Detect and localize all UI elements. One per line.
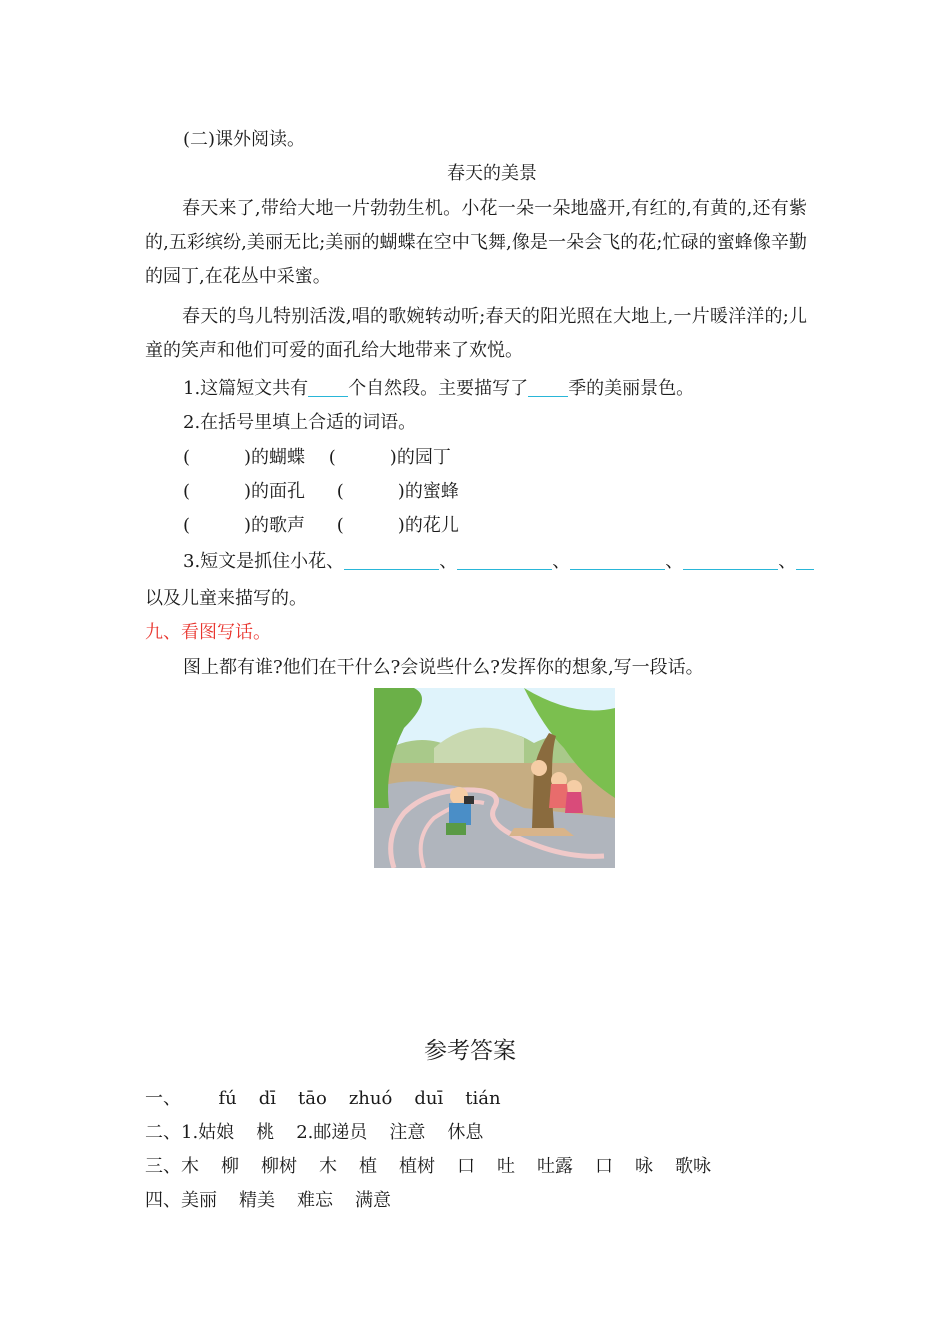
answer-item: tián bbox=[465, 1088, 501, 1109]
answer-item: dī bbox=[258, 1088, 277, 1109]
answer-blank[interactable] bbox=[683, 551, 778, 570]
answer-item: 咏 bbox=[635, 1156, 653, 1177]
photographer-body bbox=[449, 803, 471, 825]
fill-row bbox=[183, 513, 459, 539]
writing-prompt: 图上都有谁?他们在干什么?会说些什么?发挥你的想象,写一段话。 bbox=[183, 657, 704, 678]
answer-item: zhuó bbox=[348, 1088, 393, 1109]
answer-blank[interactable] bbox=[796, 551, 814, 570]
answers-title: 参考答案 bbox=[424, 1038, 516, 1064]
answer-item: 口 bbox=[595, 1156, 613, 1177]
answer-item: 植 bbox=[359, 1156, 377, 1177]
tree-base bbox=[509, 828, 574, 836]
fill-word: 的花儿 bbox=[404, 515, 459, 536]
answer-item: fú bbox=[218, 1088, 237, 1109]
separator: 、 bbox=[665, 551, 684, 572]
separator: 、 bbox=[439, 551, 458, 572]
answer-row-2 bbox=[145, 1120, 505, 1146]
separator: 、 bbox=[552, 551, 571, 572]
bracket-blank[interactable]: ( ) bbox=[336, 481, 405, 502]
bracket-blank[interactable]: ( ) bbox=[336, 515, 405, 536]
passage-title: 春天的美景 bbox=[447, 163, 537, 184]
passage-paragraph-2: 春天的鸟儿特别活泼,唱的歌婉转动听;春天的阳光照在大地上,一片暖洋洋的;儿童的笑声和他们可爱的面孔给大地带来了欢悦。 bbox=[145, 306, 807, 361]
fill-row bbox=[183, 479, 459, 505]
bracket-blank[interactable]: ( ) bbox=[183, 447, 252, 468]
bracket-blank[interactable]: ( ) bbox=[183, 481, 252, 502]
fill-word: 的园丁 bbox=[396, 447, 451, 468]
answer-row-3 bbox=[145, 1154, 733, 1180]
fill-word: 的蜜蜂 bbox=[404, 481, 459, 502]
answer-blank[interactable] bbox=[570, 551, 665, 570]
camera-icon bbox=[464, 796, 474, 804]
answer-item: 精美 bbox=[239, 1190, 275, 1211]
question-1 bbox=[183, 376, 694, 402]
answer-item: 1.姑娘 bbox=[181, 1122, 235, 1143]
answer-item: 休息 bbox=[447, 1122, 484, 1143]
q1-text-b: 个自然段。主要描写了 bbox=[348, 378, 529, 399]
section-title: (二)课外阅读。 bbox=[183, 129, 306, 150]
fill-word: 的蝴蝶 bbox=[251, 447, 306, 468]
answer-item: 注意 bbox=[389, 1122, 426, 1143]
answer-item: 木 bbox=[319, 1156, 337, 1177]
answer-label: 三、 bbox=[145, 1156, 181, 1177]
answer-item: duī bbox=[414, 1088, 444, 1109]
answer-item: 口 bbox=[457, 1156, 475, 1177]
question-3-continued: 以及儿童来描写的。 bbox=[145, 588, 307, 609]
answer-label: 一、 bbox=[145, 1088, 181, 1109]
separator: 、 bbox=[778, 551, 797, 572]
bracket-blank[interactable]: ( ) bbox=[328, 447, 397, 468]
child-body bbox=[565, 792, 583, 813]
fill-word: 的歌声 bbox=[251, 515, 306, 536]
answer-item: 满意 bbox=[355, 1190, 391, 1211]
answer-item: 柳树 bbox=[261, 1156, 297, 1177]
fill-row bbox=[183, 445, 451, 471]
answer-row-1 bbox=[145, 1086, 523, 1112]
answer-item: 吐露 bbox=[537, 1156, 573, 1177]
q1-text-a: 1.这篇短文共有 bbox=[183, 378, 309, 399]
answer-item: 2.邮递员 bbox=[296, 1122, 368, 1143]
q3-text-a: 3.短文是抓住小花、 bbox=[183, 551, 345, 572]
question-2: 2.在括号里填上合适的词语。 bbox=[183, 412, 417, 433]
bracket-blank[interactable]: ( ) bbox=[183, 515, 252, 536]
writing-heading: 九、看图写话。 bbox=[145, 622, 271, 643]
answer-item: 木 bbox=[181, 1156, 199, 1177]
passage-paragraph-1: 春天来了,带给大地一片勃勃生机。小花一朵一朵地盛开,有红的,有黄的,还有紫的,五彩缤纷,美丽无比;美丽的蝴蝶在空中飞舞,像是一朵会飞的花;忙碌的蜜蜂像辛勤的园丁,在花丛中采蜜。 bbox=[145, 198, 807, 287]
answer-blank[interactable] bbox=[344, 551, 439, 570]
answer-item: 难忘 bbox=[297, 1190, 333, 1211]
child-face bbox=[531, 760, 547, 776]
answer-label: 四、 bbox=[145, 1190, 181, 1211]
answer-item: tāo bbox=[298, 1088, 327, 1109]
answer-label: 二、 bbox=[145, 1122, 181, 1143]
spring-photo-illustration bbox=[374, 688, 615, 868]
answer-item: 植树 bbox=[399, 1156, 435, 1177]
answer-item: 桃 bbox=[256, 1122, 275, 1143]
photographer-legs bbox=[446, 823, 466, 835]
fill-word: 的面孔 bbox=[251, 481, 306, 502]
answer-item: 歌咏 bbox=[675, 1156, 711, 1177]
season-blank[interactable] bbox=[528, 378, 568, 397]
answer-item: 柳 bbox=[221, 1156, 239, 1177]
answer-blank[interactable] bbox=[457, 551, 552, 570]
paragraph-count-blank[interactable] bbox=[308, 378, 348, 397]
question-3 bbox=[183, 549, 814, 575]
answer-item: 美丽 bbox=[181, 1190, 217, 1211]
q1-text-c: 季的美丽景色。 bbox=[568, 378, 695, 399]
answer-item: 吐 bbox=[497, 1156, 515, 1177]
answer-row-4 bbox=[145, 1188, 413, 1214]
